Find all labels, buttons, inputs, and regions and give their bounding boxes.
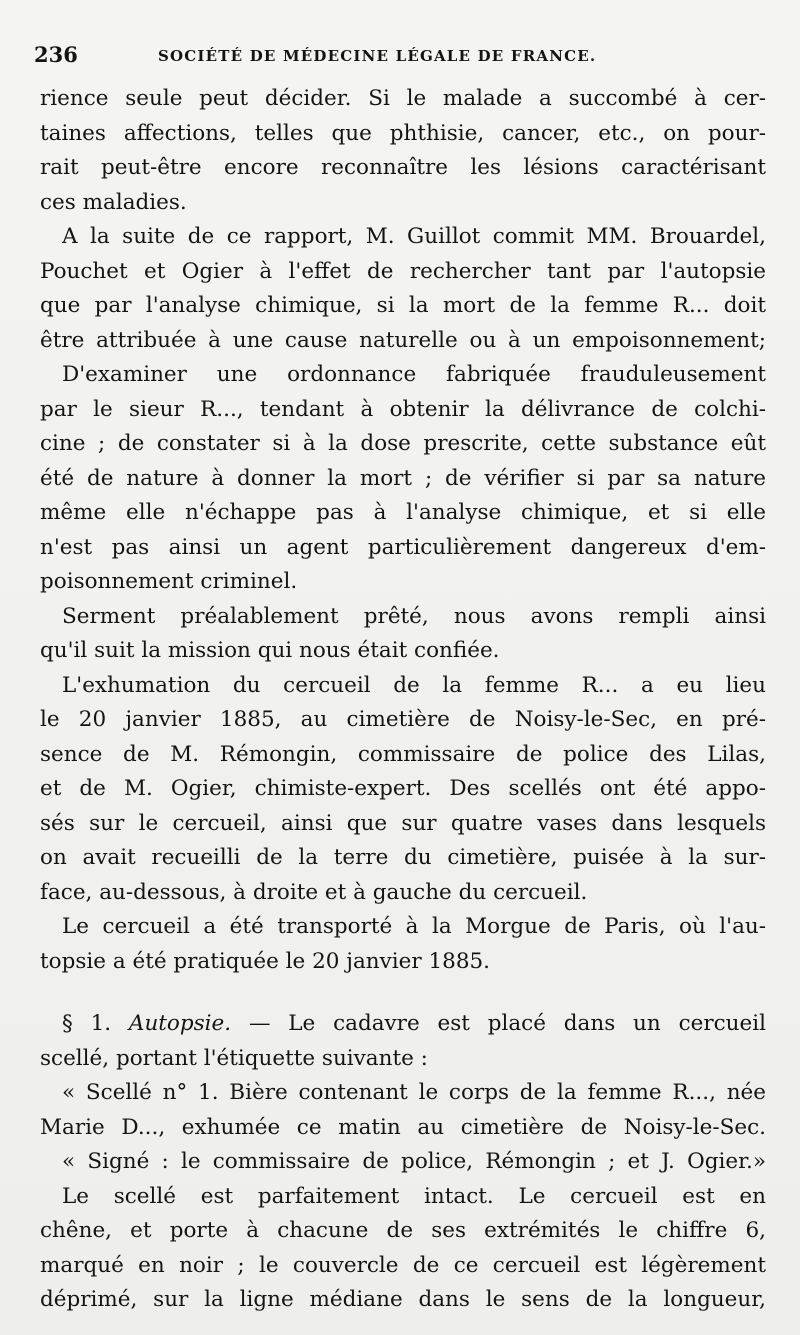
text-line: taines affections, telles que phthisie, cancer, etc., on pour-: [40, 120, 766, 146]
page-number: 236: [34, 42, 78, 67]
section-gap: [40, 979, 766, 1007]
section-number: § 1.: [62, 1011, 112, 1036]
running-title: SOCIÉTÉ DE MÉDECINE LÉGALE DE FRANCE.: [158, 47, 597, 65]
text-line: face, au-dessous, à droite et à gauche du cercueil.: [40, 879, 588, 905]
text-line: qu'il suit la mission qui nous était confiée.: [40, 638, 500, 663]
text-line: Le cercueil a été transporté à la Morgue de Paris, où l'au-: [62, 914, 766, 939]
text-line: A la suite de ce rapport, M. Guillot commit MM. Brouardel,: [62, 224, 766, 249]
section-heading-line: [40, 1007, 766, 1042]
text-line: rait peut-être encore reconnaître les lésions caractérisant: [40, 155, 766, 180]
text-line: Marie D..., exhumée ce matin au cimetière de Noisy-le-Sec.: [40, 1114, 766, 1140]
text-line: être attribuée à une cause naturelle ou à un empoisonnement;: [40, 327, 766, 353]
running-header: [34, 38, 766, 78]
text-line: sés sur le cercueil, ainsi que sur quatre vases dans lesquels: [40, 810, 766, 836]
text-line: déprimé, sur la ligne médiane dans le sens de la longueur,: [40, 1287, 766, 1312]
text-line: n'est pas ainsi un agent particulièrement dangereux d'em-: [40, 534, 766, 560]
text-line: Pouchet et Ogier à l'effet de rechercher tant par l'autopsie: [40, 258, 766, 284]
text-line: D'examiner une ordonnance fabriquée frauduleusement: [62, 362, 766, 387]
text-line: rience seule peut décider. Si le malade a succombé à cer-: [40, 86, 766, 111]
text-line: même elle n'échappe pas à l'analyse chimique, et si elle: [40, 500, 766, 525]
text-line: L'exhumation du cercueil de la femme R... a eu lieu: [62, 672, 766, 698]
text-line: par le sieur R..., tendant à obtenir la délivrance de colchi-: [40, 396, 766, 422]
text-line: Le scellé est parfaitement intact. Le cercueil est en: [62, 1183, 766, 1209]
text-line: sence de M. Rémongin, commissaire de police des Lilas,: [40, 741, 766, 767]
text-line: chêne, et porte à chacune de ses extrémités le chiffre 6,: [40, 1218, 766, 1243]
text-line: topsie a été pratiquée le 20 janvier 1885.: [40, 948, 491, 974]
text-line: été de nature à donner la mort ; de vérifier si par sa nature: [40, 465, 766, 491]
text-line: scellé, portant l'étiquette suivante :: [40, 1045, 428, 1071]
body-text: [40, 82, 766, 1318]
text-line: marqué en noir ; le couvercle de ce cercueil est légèrement: [40, 1252, 766, 1278]
text-line: ces maladies.: [40, 189, 187, 215]
text-line: « Signé : le commissaire de police, Rémongin ; et J. Ogier.»: [62, 1149, 766, 1174]
text-line: poisonnement criminel.: [40, 569, 298, 594]
text-line: cine ; de constater si à la dose prescrite, cette substance eût: [40, 431, 766, 456]
section-title: Autopsie.: [128, 1011, 232, 1036]
text-line: et de M. Ogier, chimiste-expert. Des scellés ont été appo-: [40, 776, 766, 801]
text-line: « Scellé n° 1. Bière contenant le corps de la femme R..., née: [62, 1080, 766, 1105]
section-text: — Le cadavre est placé dans un cercueil: [231, 1011, 766, 1036]
text-line: on avait recueilli de la terre du cimetière, puisée à la sur-: [40, 845, 766, 870]
text-line: Serment préalablement prêté, nous avons rempli ainsi: [62, 603, 766, 629]
text-line: que par l'analyse chimique, si la mort de la femme R... doit: [40, 293, 766, 318]
text-line: le 20 janvier 1885, au cimetière de Noisy-le-Sec, en pré-: [40, 707, 766, 732]
